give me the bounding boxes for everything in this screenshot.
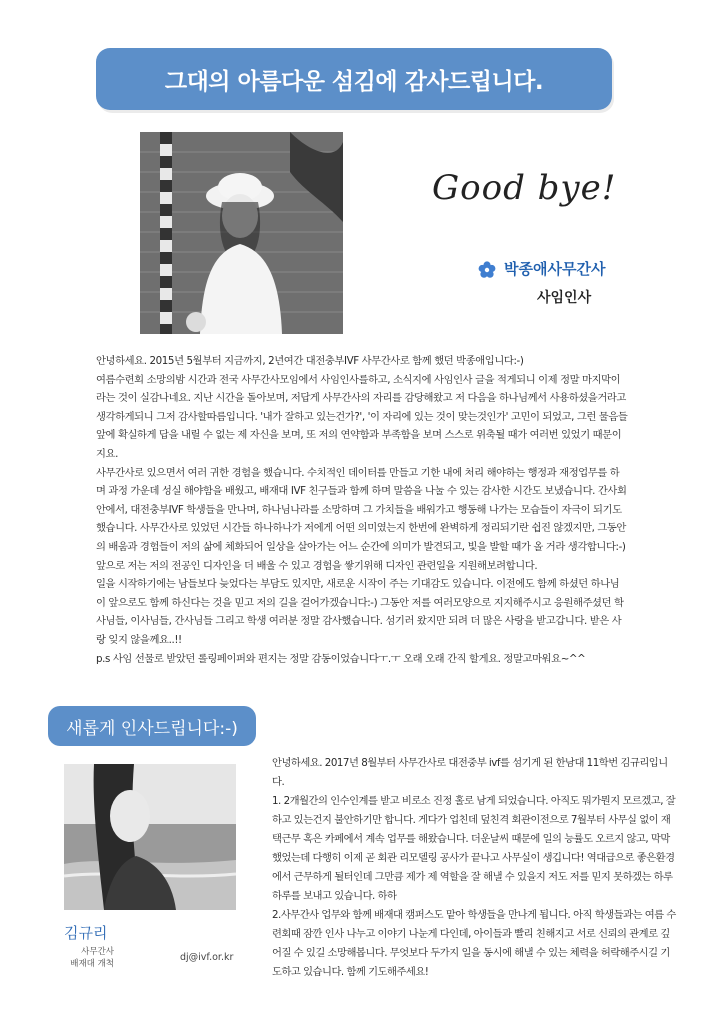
farewell-paragraph: 안녕하세요. 2015년 5월부터 지금까지, 2년여간 대전충부IVF 사무간사로 함께 했던 박종애입니다:-) [96,355,524,367]
flower-icon [478,261,496,279]
farewell-paragraph: 일을 시작하기에는 남들보다 늦었다는 부담도 있지만, 새로운 시작이 주는 기대감도 있습니다. 이전에도 함께 하셨던 하나님이 앞으로도 함께 하신다는 것을 믿고 저의 길을 걸어가겠습니다:-) 그동안 저를 여러모양으로 지지해주시고 응원해주셨던 학사님들, 이사님들, 간사님들 그리고 학생 여러분 정말 감사했습니다. 섬기러 왔지만 되려 더 많은 사랑을 받고갑니다. 받은 사랑 잊지 않을께요..!! [96,578,624,646]
farewell-photo [140,132,343,334]
welcome-role [64,946,114,970]
page-title-banner [96,48,612,110]
welcome-heading: 새롭게 인사드립니다:-) [66,718,238,739]
welcome-letter [272,754,676,982]
welcome-paragraph: 1. 2개월간의 인수인계를 받고 비로소 진정 홀로 남게 되었습니다. 아직도 뭐가뭔지 모르겠고, 잘하고 있는건지 불안하기만 합니다. 게다가 업친데 덮친격 회관이전으로 7월부터 사무실 없이 재택근무 혹은 카페에서 계속 업무를 해왔습니다. 더운날씨 때문에 일의 능률도 오르지 않고, 막막했었는데 다행히 이제 곧 회관 리모델링 공사가 끝나고 사무실이 생깁니다! 역대급으로 좋은환경에서 근무하게 될터인데 그만큼 제가 제 역할을 잘 해낼 수 있을지 저도 저를 믿지 못하겠는 하루하루를 보내고 있습니다. 하하 [272,795,676,902]
welcome-photo [64,764,236,910]
farewell-signature-title: 사임인사 [537,290,592,306]
welcome-name: 김규리 [64,924,108,942]
goodbye-heading: Good bye! [432,168,617,208]
welcome-heading-pill [48,706,256,746]
farewell-signature-name: 박종애사무간사 [504,260,606,278]
welcome-paragraph: 안녕하세요. 2017년 8월부터 사무간사로 대전중부 ivf를 섬기게 된 한남대 11학번 김규리입니다. [272,757,668,788]
welcome-role-campus: 배재대 개척 [70,959,114,969]
farewell-paragraph: 사무간사로 있으면서 여러 귀한 경험을 했습니다. 수치적인 데이터를 만들고 기한 내에 처리 해야하는 행정과 재정업무를 하며 과정 가운데 성실 해야함을 배웠고, 배재대 IVF 친구들과 함께 하며 말씀을 나눌 수 있는 감사한 시간도 보냈습니다. 간사회 안에서, 대전충부IVF 학생들을 만나며, 하나님나라를 소망하며 그 가치들을 배워가고 행동해 나가는 모습들이 자극이 되기도 했습니다. 사무간사로 있었던 시간들 하나하나가 저에게 어떤 의미였는지 한번에 완벽하게 정리되기란 쉽진 않겠지만, 그동안의 배움과 경험들이 저의 삶에 체화되어 일상을 살아가는 어느 순간에 의미가 발견되고, 빛을 발할 때가 올 거라 생각합니다:-) [96,466,627,553]
farewell-letter [96,352,628,668]
page-title: 그대의 아름다운 섬김에 감사드립니다. [164,68,544,95]
welcome-role-title: 사무간사 [81,947,114,957]
farewell-paragraph: 여름수련회 소망의밤 시간과 전국 사무간사모임에서 사임인사를하고, 소식지에 사임인사 글을 적게되니 이제 정말 마지막이라는 것이 실감나네요. 지난 시간을 돌아보며, 저답게 사무간사의 자리를 감당해왔고 저 다음을 하나님께서 사용하셨을거라고 생각하게되니 그저 감사할따름입니다. '내가 잘하고 있는건가?', '이 자리에 있는 것이 맞는것인가' 고민이 되었고, 그런 물음들 앞에 확실하게 답을 내릴 수 없는 제 자신을 보며, 또 저의 연약함과 부족함을 보며 스스로 위축될 때가 여러번 있었기 때문이지요. [96,373,628,460]
welcome-paragraph: 2.사무간사 업무와 함께 배재대 캠퍼스도 맡아 학생들을 만나게 됩니다. 아직 학생들과는 여름 수련회때 잠깐 인사 나누고 이야기 나눈게 다인데, 아이들과 빨리 친해지고 서로 신뢰의 관계로 깊어질 수 있길 소망해봅니다. 무엇보다 두가지 일을 동시에 해낼 수 있는 체력을 허락해주시길 기도하고 있습니다. 함께 기도해주세요! [272,909,676,978]
farewell-paragraph: 앞으로 저는 저의 전공인 디자인을 더 배울 수 있고 경험을 쌓기위해 디자인 관련일을 지원해보려합니다. [96,559,538,572]
farewell-paragraph: p.s 사임 선물로 받았던 롤링페이퍼와 편지는 정말 감동이었습니다ㅜ.ㅜ 오래 오래 간직 할게요. 정말고마워요~^^ [96,652,586,665]
welcome-email[interactable]: dj@ivf.or.kr [180,952,234,963]
